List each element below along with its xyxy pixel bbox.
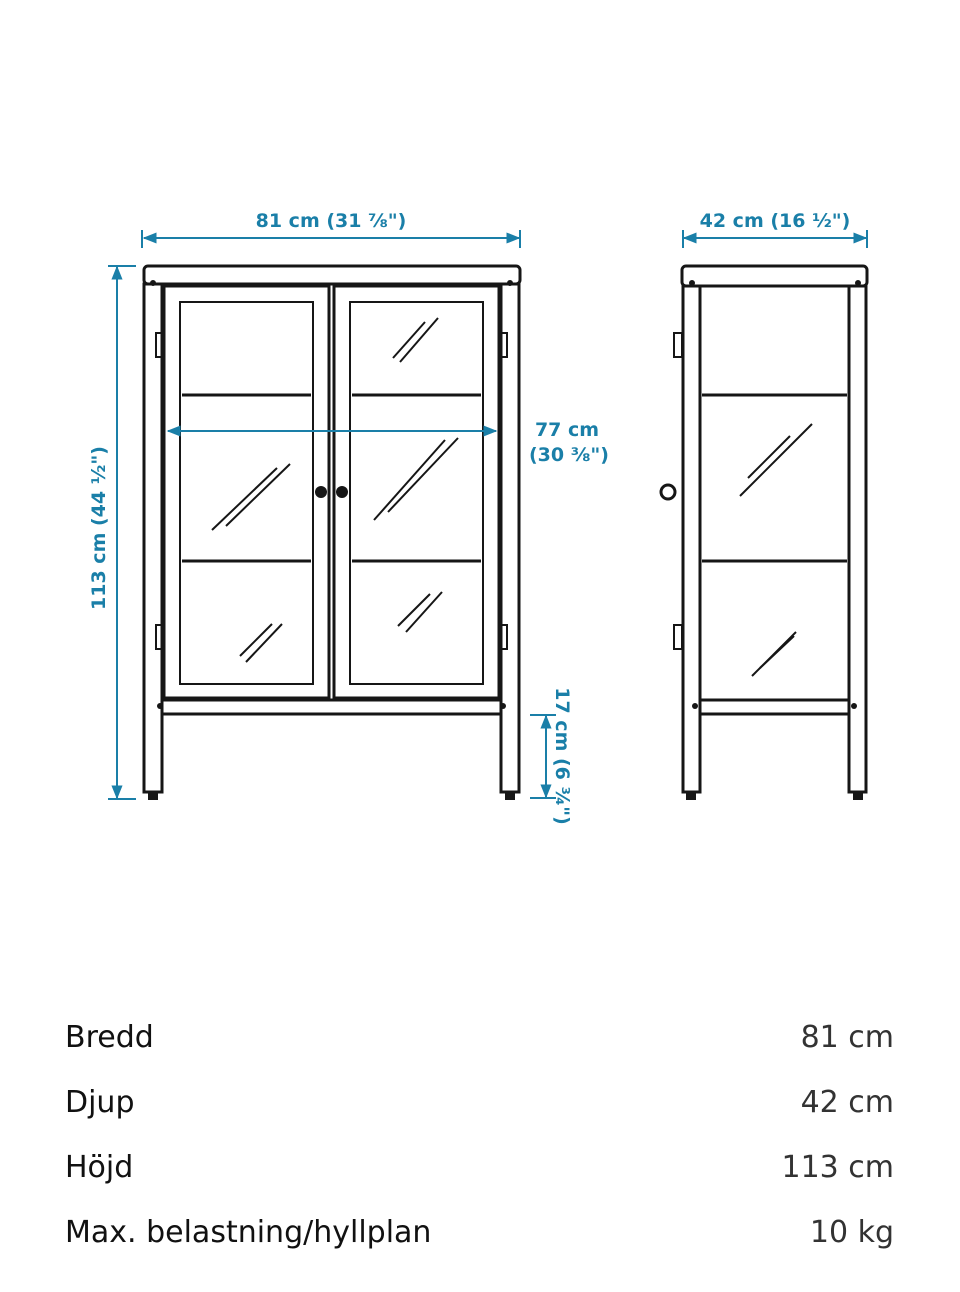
knob-icon [315, 486, 327, 498]
spec-value: 113 cm [781, 1150, 894, 1185]
spec-value: 81 cm [800, 1020, 894, 1055]
spec-label: Höjd [65, 1150, 134, 1185]
spec-value: 10 kg [809, 1215, 894, 1250]
height-dimension-label: 113 cm (44 ½") [88, 446, 110, 610]
leg-height-dimension-label: 17 cm (6 ¾") [551, 687, 573, 825]
spec-table [65, 1005, 894, 1265]
front-view [144, 266, 520, 800]
spec-row-depth [65, 1070, 894, 1135]
width-dimension-label: 81 cm (31 ⅞") [255, 210, 407, 232]
spec-label: Max. belastning/hyllplan [65, 1215, 432, 1250]
spec-label: Bredd [65, 1020, 154, 1055]
spec-label: Djup [65, 1085, 135, 1120]
side-view [661, 266, 867, 800]
knob-icon [336, 486, 348, 498]
depth-dimension-label: 42 cm (16 ½") [699, 210, 851, 232]
inner-width-inches-label: (30 ⅜") [529, 444, 609, 466]
inner-width-dimension-label: 77 cm [534, 419, 600, 441]
spec-value: 42 cm [800, 1085, 894, 1120]
knob-icon [661, 485, 675, 499]
spec-row-height [65, 1135, 894, 1200]
spec-row-width [65, 1005, 894, 1070]
spec-row-max-load [65, 1200, 894, 1265]
